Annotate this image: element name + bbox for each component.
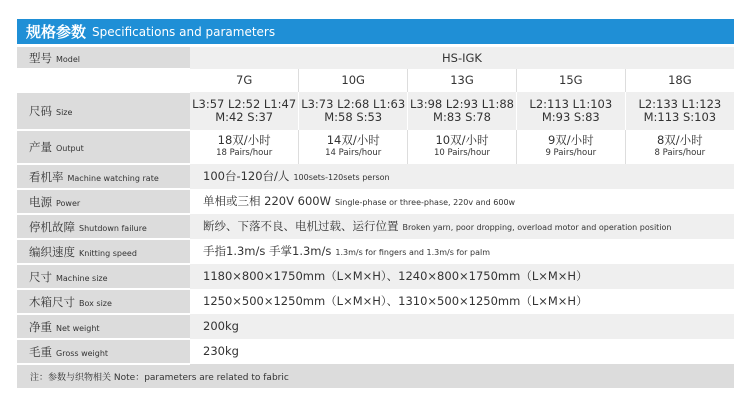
row-gauges (17, 69, 734, 92)
output-cell: 8双/小时 8 Pairs/hour (625, 130, 734, 164)
value-cell: 手指1.3m/s 手掌1.3m/s 1.3m/s for fingers and 1.3m/s for palm (190, 239, 734, 264)
size-cell: L3:73 L2:68 L1:63 M:58 S:53 (299, 92, 408, 130)
row-label: 型号 Model (17, 47, 190, 69)
output-cell: 9双/小时 9 Pairs/hour (516, 130, 625, 164)
row-label: 尺寸 Machine size (17, 264, 190, 289)
gauge-cell: 7G (190, 69, 299, 92)
value-cell: 230kg (190, 339, 734, 364)
row-watching-rate (17, 164, 734, 189)
size-cell: L3:98 L2:93 L1:88 M:83 S:78 (408, 92, 517, 130)
row-gross-weight (17, 339, 734, 364)
row-net-weight (17, 314, 734, 339)
row-output (17, 130, 734, 164)
row-machine-size (17, 264, 734, 289)
row-label: 木箱尺寸 Box size (17, 289, 190, 314)
row-label: 产量 Output (17, 130, 190, 164)
gauge-cell: 15G (516, 69, 625, 92)
note-text: 注：参数与织物相关 Note：parameters are related to fabric (17, 364, 734, 388)
gauge-cell: 13G (408, 69, 517, 92)
output-cell: 14双/小时 14 Pairs/hour (299, 130, 408, 164)
row-model (17, 47, 734, 69)
header-title-zh: 规格参数 (26, 23, 87, 41)
row-note (17, 364, 734, 388)
row-knitting-speed (17, 239, 734, 264)
row-label: 停机故障 Shutdown failure (17, 214, 190, 239)
row-label: 编织速度 Knitting speed (17, 239, 190, 264)
size-cell: L2:113 L1:103 M:93 S:83 (516, 92, 625, 130)
size-cell: L3:57 L2:52 L1:47 M:42 S:37 (190, 92, 299, 130)
row-box-size (17, 289, 734, 314)
row-label: 尺码 Size (17, 92, 190, 130)
output-cell: 18双/小时 18 Pairs/hour (190, 130, 299, 164)
value-cell: 断纱、下落不良、电机过载、运行位置 Broken yarn, poor dropping, overload motor and operation position (190, 214, 734, 239)
row-label: 电源 Power (17, 189, 190, 214)
row-size (17, 92, 734, 130)
size-cell: L2:133 L1:123 M:113 S:103 (625, 92, 734, 130)
gauge-cell: 10G (299, 69, 408, 92)
section-header (17, 19, 734, 44)
row-label: 净重 Net weight (17, 314, 190, 339)
value-cell: 1250×500×1250mm（L×M×H）、1310×500×1250mm（L×M×H） (190, 289, 734, 314)
gauge-cell: 18G (625, 69, 734, 92)
value-cell: 单相或三相 220V 600W Single-phase or three-phase, 220v and 600w (190, 189, 734, 214)
model-value: HS-IGK (190, 47, 734, 69)
row-shutdown (17, 214, 734, 239)
row-label: 看机率 Machine watching rate (17, 164, 190, 189)
row-power (17, 189, 734, 214)
spec-table (17, 47, 734, 388)
value-cell: 100台-120台/人 100sets-120sets person (190, 164, 734, 189)
output-cell: 10双/小时 10 Pairs/hour (408, 130, 517, 164)
value-cell: 1180×800×1750mm（L×M×H）、1240×800×1750mm（L×M×H） (190, 264, 734, 289)
value-cell: 200kg (190, 314, 734, 339)
header-title-en: Specifications and parameters (92, 24, 276, 39)
row-label: 毛重 Gross weight (17, 339, 190, 364)
spec-sheet (17, 19, 734, 388)
